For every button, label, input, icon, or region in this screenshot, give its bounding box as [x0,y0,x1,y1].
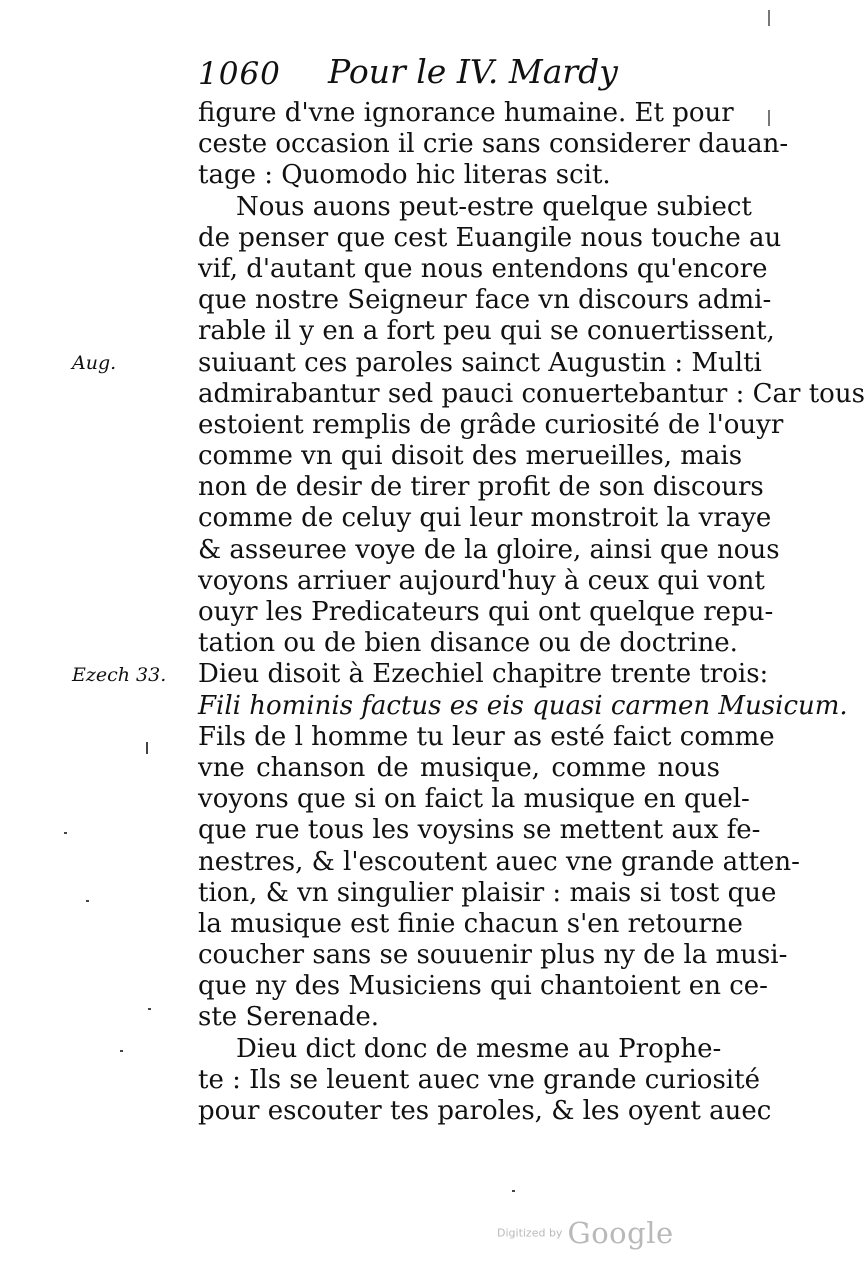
margin-note-aug: Aug. [72,352,117,374]
text-line: ste Serenade. [198,1002,379,1033]
text-line: ouyr les Predicateurs qui ont quelque repu- [198,597,774,627]
ink-speck [64,832,67,834]
running-title: Pour le IV. Mardy [328,52,618,91]
text-line: coucher sans se souuenir plus ny de la musi- [198,940,788,971]
paragraph-start-line: Nous auons peut-estre quelque subiect [236,191,752,222]
ink-speck [146,742,148,754]
scan-edge-mark [768,10,770,26]
text-line: admirabantur sed pauci conuertebantur : Car tous [198,378,865,409]
page-header [198,52,718,100]
text-line: non de desir de tirer profit de son discours [198,472,764,503]
text-line: te : Ils se leuent auec vne grande curiosité [198,1064,760,1095]
ink-speck [86,900,89,902]
digitized-watermark [497,1216,674,1250]
text-line: vif, d'autant que nous entendons qu'encore [198,253,768,284]
text-line: nestres, & l'escoutent auec vne grande atten- [198,846,800,877]
text-line: que rue tous les voysins se mettent aux fe- [198,815,761,846]
text-line: comme de celuy qui leur monstroit la vraye [198,503,772,534]
text-line: tage : Quomodo hic literas scit. [198,160,611,191]
text-line: vne chanson de musique, comme nous [198,752,720,783]
text-line: tation ou de bien disance ou de doctrine. [198,628,738,659]
text-line: la musique est finie chacun s'en retourne [198,908,743,939]
text-line: estoient remplis de grâde curiosité de l'ouyr [198,409,784,440]
ink-speck [512,1190,515,1192]
margin-note-ezech: Ezech 33. [72,664,167,686]
digitized-by-label: Digitized by [497,1226,563,1240]
body-text [198,98,865,1127]
text-line: de penser que cest Euangile nous touche au [198,222,782,253]
text-line: tion, & vn singulier plaisir : mais si tost que [198,877,777,908]
text-line: ceste occasion il crie sans considerer dauan- [198,129,789,160]
text-line: voyons arriuer aujourd'huy à ceux qui vont [198,565,765,596]
paragraph-start-line: Dieu dict donc de mesme au Prophe- [236,1033,722,1064]
latin-quote-line: Fili hominis factus es eis quasi carmen Musicum. [198,690,848,721]
text-line: voyons que si on faict la musique en quel- [198,784,750,815]
text-line: Dieu disoit à Ezechiel chapitre trente trois: [198,659,769,690]
text-line: Fils de l homme tu leur as esté faict comme [198,721,775,752]
text-line: que nostre Seigneur face vn discours admi- [198,285,772,316]
text-line: que ny des Musiciens qui chantoient en ce- [198,971,768,1002]
ink-speck [148,1008,151,1010]
text-line: comme vn qui disoit des merueilles, mais [198,441,743,472]
ink-speck [120,1050,123,1052]
text-line: & asseuree voye de la gloire, ainsi que nous [198,534,780,565]
text-line: suiuant ces paroles sainct Augustin : Multi [198,347,762,378]
text-line: figure d'vne ignorance humaine. Et pour [198,98,734,128]
google-logo: Google [567,1216,674,1250]
scan-edge-mark [768,110,770,126]
page-number: 1060 [198,56,281,92]
text-line: rable il y en a fort peu qui se conuertissent, [198,316,775,347]
text-line: pour escouter tes paroles, & les oyent auec [198,1096,772,1126]
